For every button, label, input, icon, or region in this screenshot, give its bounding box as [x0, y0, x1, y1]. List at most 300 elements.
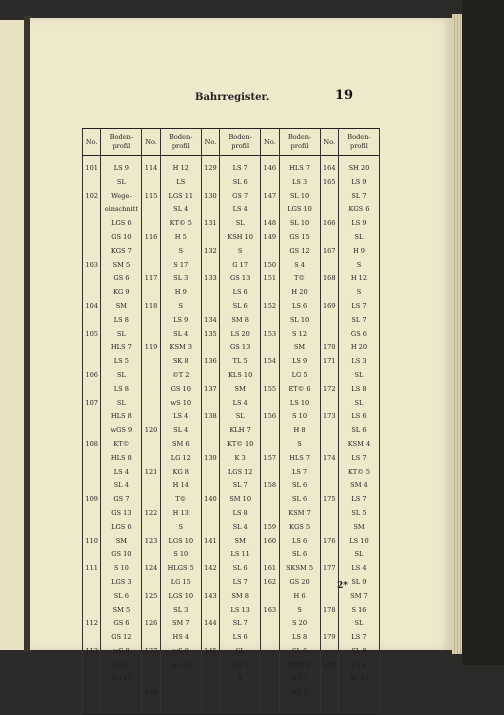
entry-number [321, 328, 338, 342]
entry-profile: KLH 7 [229, 426, 251, 435]
entry-number [142, 397, 159, 411]
entry-number [142, 259, 159, 273]
entry-profile: KSM 4 [347, 439, 371, 448]
entry-profile: LGS 3 [111, 577, 132, 586]
entry-profile: wS 10 [170, 398, 192, 407]
entry-number [83, 548, 100, 562]
entry-number: 158 [263, 481, 277, 490]
entry-number: 156 [263, 412, 277, 421]
entry-number [83, 245, 100, 259]
entry-profile: LGS 6 [111, 522, 132, 531]
entry-profile: H 9 [352, 246, 365, 255]
entry-profile: HLGS 5 [167, 564, 194, 573]
entry-profile: SK 8 [172, 357, 189, 366]
entry-number [261, 493, 278, 507]
entry-profile: K 3 [234, 453, 246, 462]
entry-profile: SL 6 [113, 591, 129, 600]
entry-profile: LS 11 [230, 550, 250, 559]
entry-profile: LS 3 [351, 357, 367, 366]
entry-profile: ET© 6 [288, 384, 311, 393]
entry-profile: wGS 9 [110, 426, 133, 435]
entry-profile: KSM 3 [169, 343, 193, 352]
entry-profile: LS 4 [232, 398, 248, 407]
entry-profile: LS 4 [173, 412, 189, 421]
entry-profile: LS [176, 177, 186, 186]
entry-profile: SM 8 [231, 591, 249, 600]
entry-profile: LS 6 [351, 412, 367, 421]
number-column [83, 156, 101, 715]
entry-profile: SL 4 [173, 329, 189, 338]
entry-number: 110 [85, 536, 98, 545]
entry-profile: SL 4 [173, 426, 189, 435]
entry-number: 164 [322, 164, 336, 172]
header-no: No. [83, 129, 101, 156]
entry-profile: LS 7 [351, 495, 367, 504]
entry-number [142, 410, 159, 424]
entry-profile: LGS 11 [168, 191, 194, 200]
entry-profile: SL 14 [349, 674, 369, 683]
entry-profile: SL [116, 370, 126, 379]
entry-profile: SL 6 [291, 550, 308, 559]
entry-profile: S 17 [173, 260, 189, 269]
entry-number: 162 [263, 577, 277, 586]
entry-number: 121 [144, 467, 158, 476]
entry-number [83, 466, 100, 480]
entry-number [142, 672, 159, 686]
entry-profile: SL [235, 412, 245, 421]
entry-profile: SM 10 [229, 495, 252, 504]
entry-number [202, 438, 219, 452]
entry-profile: LS 7 [351, 453, 367, 462]
entry-number [142, 604, 159, 618]
entry-number [142, 479, 159, 493]
entry-profile: LS 6 [291, 301, 308, 310]
entry-number [83, 576, 100, 590]
entry-number [202, 286, 219, 300]
entry-number [202, 631, 219, 645]
entry-number [142, 217, 159, 231]
entry-profile: LGS 12 [227, 467, 253, 476]
entry-number [321, 286, 338, 300]
entry-number [142, 355, 159, 369]
entry-profile: SM 7 [171, 619, 190, 628]
entry-number: 151 [263, 274, 277, 283]
entry-profile: SM 7 [350, 591, 368, 600]
entry-profile: LS 9 [291, 357, 308, 366]
header-no: No. [142, 129, 160, 156]
entry-number [261, 314, 278, 328]
entry-number: 130 [204, 191, 217, 200]
entry-number [202, 259, 219, 273]
entry-number: 106 [85, 370, 98, 379]
entry-number [261, 397, 278, 411]
table-body-row [83, 156, 380, 715]
entry-number: 168 [322, 274, 336, 283]
entry-number [83, 355, 100, 369]
entry-number [261, 286, 278, 300]
entry-profile: H 20 [350, 343, 368, 352]
entry-profile: SM [353, 522, 365, 531]
entry-number [261, 466, 278, 480]
entry-number [142, 203, 159, 217]
entry-profile: H 12 [172, 164, 189, 172]
entry-number [142, 328, 159, 342]
entry-profile: ©T 2 [172, 370, 190, 379]
entry-number [261, 176, 278, 190]
entry-profile: SL 4 [113, 481, 129, 490]
entry-number [202, 479, 219, 493]
page-header [30, 88, 452, 108]
entry-number: 167 [322, 246, 336, 255]
header-no: No. [320, 129, 338, 156]
entry-number: 166 [322, 219, 336, 228]
entry-number: 180 [322, 660, 336, 669]
entry-number [321, 438, 338, 452]
entry-number [142, 700, 159, 714]
entry-number: 133 [204, 274, 217, 283]
entry-profile: SL 6 [232, 177, 248, 186]
entry-profile: S [178, 522, 184, 531]
entry-number [202, 300, 219, 314]
entry-profile: HS 3 [291, 688, 308, 697]
entry-profile: SL 4 [232, 522, 248, 531]
entry-number [202, 176, 219, 190]
entry-number [261, 341, 278, 355]
entry-profile: SL 6 [291, 495, 308, 504]
entry-profile: LS 7 [232, 577, 248, 586]
entry-number [142, 631, 159, 645]
number-column [201, 156, 219, 715]
entry-profile: LS 8 [351, 384, 367, 393]
entry-number [142, 314, 159, 328]
register-table [82, 128, 380, 715]
entry-profile: LG 15 [170, 577, 191, 586]
entry-number [321, 521, 338, 535]
entry-profile: SL 3 [173, 274, 189, 283]
entry-number [321, 190, 338, 204]
entry-number [321, 507, 338, 521]
entry-profile: GS 10 [111, 550, 132, 559]
entry-number [202, 521, 219, 535]
entry-number: 124 [144, 564, 158, 573]
header-bodenprofil: Boden- profil [338, 129, 379, 156]
header-bodenprofil: Boden- profil [279, 129, 320, 156]
entry-number [321, 645, 338, 659]
entry-number [321, 314, 338, 328]
entry-number [83, 631, 100, 645]
entry-number [83, 590, 100, 604]
entry-number: 131 [204, 219, 217, 228]
profile-column [101, 156, 142, 715]
header-no: No. [261, 129, 279, 156]
entry-number: 154 [263, 357, 277, 366]
table-header-row [83, 129, 380, 156]
entry-profile: LS 9 [351, 219, 367, 228]
number-column [261, 156, 279, 715]
entry-number [142, 548, 159, 562]
entry-number: 119 [144, 343, 158, 352]
entry-profile: KT© 5 [347, 467, 371, 476]
entry-number: 117 [144, 274, 158, 283]
entry-number: 148 [263, 219, 277, 228]
entry-profile: SL 6 [232, 301, 248, 310]
entry-profile: SL 6 [291, 646, 308, 655]
header-no: No. [201, 129, 219, 156]
entry-profile: LS 8 [113, 384, 129, 393]
entry-profile: wS 12 [170, 660, 192, 669]
entry-number [142, 176, 159, 190]
number-column [320, 156, 338, 715]
entry-number [83, 410, 100, 424]
entry-number [261, 617, 278, 631]
entry-profile: SL 9 [351, 577, 367, 586]
entry-profile: GS 10 [170, 384, 191, 393]
entry-number: 127 [144, 646, 158, 655]
entry-profile: HLS 7 [289, 453, 311, 462]
entry-profile: SM [293, 343, 306, 352]
entry-profile: HLS 7 [110, 343, 132, 352]
entry-profile: KSM 8 [288, 660, 311, 669]
entry-number: 177 [322, 564, 336, 573]
entry-profile: KG 9 [113, 288, 130, 297]
entry-profile: SKSM 5 [286, 564, 314, 573]
entry-profile: KGS 7 [110, 246, 132, 255]
entry-profile: SL [235, 219, 245, 228]
entry-number [321, 479, 338, 493]
entry-profile: LS 8 [232, 508, 248, 517]
entry-number [83, 286, 100, 300]
entry-profile: KSM 7 [288, 508, 311, 517]
entry-profile: LS 10 [349, 536, 369, 545]
entry-profile: SM 6 [171, 439, 190, 448]
entry-number: 122 [144, 508, 158, 517]
entry-profile: SL [116, 329, 126, 338]
entry-profile: HLS 8 [110, 412, 132, 421]
entry-profile: LS 8 [291, 633, 308, 642]
entry-number: 101 [85, 164, 98, 172]
entry-profile: GS 13 [230, 343, 251, 352]
entry-number: 175 [322, 495, 336, 504]
entry-profile: HLS 8 [110, 453, 132, 462]
entry-number: 145 [204, 646, 217, 655]
entry-profile: KG 15 [111, 674, 132, 683]
entry-number: 155 [263, 384, 277, 393]
entry-number [142, 369, 159, 383]
entry-number: 113 [85, 646, 98, 655]
entry-number [83, 521, 100, 535]
entry-number: 147 [263, 191, 277, 200]
entry-profile: LS 7 [232, 164, 248, 172]
entry-profile: SL 10 [289, 219, 310, 228]
entry-number: 152 [263, 301, 277, 310]
entry-number [83, 452, 100, 466]
entry-profile: S [297, 605, 302, 614]
entry-profile: SL [354, 619, 364, 628]
entry-profile: S 10 [173, 550, 189, 559]
entry-number: 136 [204, 357, 217, 366]
entry-profile: SL 6 [291, 481, 308, 490]
entry-profile: S 12 [292, 329, 308, 338]
header-bodenprofil: Boden- profil [101, 129, 142, 156]
entry-profile: S 10 [292, 412, 308, 421]
entry-profile: SL 7 [351, 315, 367, 324]
entry-profile: SL 10 [289, 191, 310, 200]
entry-number [83, 272, 100, 286]
entry-profile: GS 13 [230, 274, 251, 283]
entry-number: 160 [263, 536, 277, 545]
entry-number [321, 672, 338, 686]
entry-number: 137 [204, 384, 217, 393]
entry-profile: TL 5 [232, 357, 248, 366]
entry-number [202, 231, 219, 245]
entry-profile: LS 6 [291, 536, 308, 545]
entry-number: 139 [204, 453, 217, 462]
entry-profile: einschnitt [104, 205, 138, 214]
entry-profile: LS 9 [351, 177, 367, 186]
entry-number [83, 424, 100, 438]
entry-profile: H 20 [291, 288, 308, 297]
entry-profile: LS 9 [113, 164, 129, 172]
entry-number [142, 452, 159, 466]
entry-profile: SH 7 [231, 660, 249, 669]
entry-number: 125 [144, 591, 158, 600]
entry-profile: GS 6 [350, 329, 367, 338]
entry-number [261, 548, 278, 562]
entry-profile: KGS 6 [348, 205, 370, 214]
entry-profile: wS 8 [113, 646, 130, 655]
entry-profile: LG 12 [170, 453, 191, 462]
profile-column [160, 156, 201, 715]
entry-profile: HLS 7 [289, 164, 311, 172]
entry-number [202, 424, 219, 438]
entry-number: 149 [263, 232, 277, 241]
entry-number: 102 [85, 191, 98, 200]
entry-number [142, 438, 159, 452]
entry-number [83, 604, 100, 618]
entry-profile: S [237, 674, 243, 683]
entry-profile: LS 4 [113, 467, 129, 476]
left-page-edge [0, 20, 26, 650]
entry-profile: SM 4 [350, 481, 368, 490]
entry-number [261, 507, 278, 521]
entry-number [142, 493, 159, 507]
entry-number: 150 [263, 260, 277, 269]
entry-profile: SL 6 [351, 426, 367, 435]
entry-number [202, 576, 219, 590]
entry-profile: SL 7 [232, 481, 248, 490]
entry-number: 173 [322, 412, 336, 421]
entry-number [83, 314, 100, 328]
entry-number [321, 259, 338, 273]
entry-number [321, 548, 338, 562]
entry-profile: Wege- [111, 191, 132, 200]
entry-number: 170 [322, 343, 336, 352]
entry-profile: SL 7 [232, 619, 248, 628]
entry-number: 132 [204, 246, 217, 255]
entry-profile: SL [116, 177, 126, 186]
entry-profile: SH 20 [348, 164, 370, 172]
entry-profile: LS 7 [351, 301, 367, 310]
entry-number [202, 507, 219, 521]
entry-number: 159 [263, 522, 277, 531]
entry-number: 161 [263, 564, 277, 573]
entry-profile: KGS 5 [289, 522, 311, 531]
entry-number [261, 245, 278, 259]
entry-number: 169 [322, 301, 336, 310]
entry-profile: S 4 [294, 260, 305, 269]
entry-profile: SM 8 [231, 315, 249, 324]
entry-profile: S [178, 301, 184, 310]
entry-profile: KSH 10 [227, 232, 253, 241]
entry-profile: LS 7 [291, 467, 308, 476]
entry-profile: SL 8 [351, 646, 367, 655]
entry-profile: LGS 10 [168, 591, 194, 600]
entry-number: 120 [144, 426, 158, 435]
entry-number [83, 479, 100, 493]
entry-profile: H 6 [293, 591, 306, 600]
entry-profile: LS 4 [232, 205, 248, 214]
entry-profile: wS 8 [172, 646, 189, 655]
entry-number: 109 [85, 495, 98, 504]
entry-number: 163 [263, 605, 277, 614]
entry-profile: SM [234, 536, 246, 545]
entry-profile: GS 20 [289, 577, 310, 586]
entry-profile: H 13 [172, 508, 189, 517]
entry-profile: H 8 [293, 426, 306, 435]
entry-profile: LGS 10 [287, 205, 312, 214]
entry-profile: H 5 [174, 232, 187, 241]
entry-number: 115 [144, 191, 158, 200]
entry-profile: S 17 [292, 674, 308, 683]
entry-profile: SL 5 [351, 508, 367, 517]
entry-profile: KG 8 [172, 467, 189, 476]
entry-number [83, 176, 100, 190]
entry-number: 144 [204, 619, 217, 628]
book-page [30, 18, 452, 697]
entry-profile: GS 12 [111, 633, 132, 642]
entry-number: 134 [204, 315, 217, 324]
entry-number: 123 [144, 536, 158, 545]
entry-number [142, 286, 159, 300]
page-number: 19 [335, 88, 354, 103]
entry-profile: GS 13 [111, 508, 132, 517]
header-bodenprofil: Boden- profil [220, 129, 261, 156]
entry-number: 141 [204, 536, 217, 545]
entry-profile: SL 10 [289, 315, 310, 324]
entry-number: 140 [204, 495, 217, 504]
entry-number [83, 659, 100, 673]
entry-number [142, 521, 159, 535]
entry-profile: SL [354, 398, 364, 407]
entry-number [321, 231, 338, 245]
entry-number: 165 [322, 177, 336, 186]
entry-profile: S 10 [113, 564, 129, 573]
entry-profile: GS 6 [113, 619, 130, 628]
entry-number [83, 383, 100, 397]
entry-number [261, 438, 278, 452]
profile-column [338, 156, 379, 715]
entry-number [261, 369, 278, 383]
entry-profile: SL [354, 232, 364, 241]
entry-number: 107 [85, 398, 98, 407]
entry-profile: LS 8 [113, 315, 129, 324]
entry-number [321, 617, 338, 631]
entry-number: 153 [263, 329, 277, 338]
entry-number: 118 [144, 301, 158, 310]
entry-number [142, 383, 159, 397]
entry-profile: SM 5 [112, 605, 131, 614]
entry-profile: H 9 [174, 288, 187, 297]
